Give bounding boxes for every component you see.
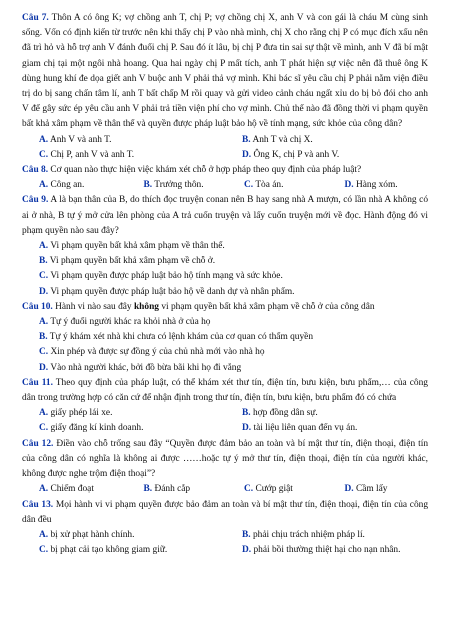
option-key: D. <box>39 286 49 297</box>
question-10 <box>22 300 428 376</box>
question-11 <box>22 376 428 437</box>
option-key: A. <box>39 484 49 495</box>
option-text: Vi phạm quyền được pháp luật bảo hộ tính mạng và sức khỏe. <box>50 271 283 282</box>
option-key: C. <box>39 149 49 160</box>
option-text: Ông K, chị P và anh V. <box>253 149 340 160</box>
option-key: A. <box>39 408 49 419</box>
question-stem <box>22 193 428 239</box>
option-key: B. <box>39 256 48 267</box>
option-text: Cướp giật <box>255 484 293 495</box>
question-number: Câu 9. <box>22 195 49 206</box>
option-c <box>22 345 428 360</box>
options-row <box>22 482 428 497</box>
option-key: B. <box>242 529 251 540</box>
option-c <box>22 543 225 558</box>
question-text: Thôn A có ông K; vợ chồng anh T, chị P; vợ chồng chị X, anh V và con gái là cháu M cùng sinh sống. Vốn có định kiến từ trước nên khi thấy chị P vào nhà mình, chị X cho rằng chị P có mục đích xấu nên đã trì hỏ và hỗ trợ anh V đánh đuổi chị P. Sau đó ít lâu, bị chị P đưa tin sai sự thật về mình, anh V đã bí mật giam chị tại một ngôi nhà hoang. Qua hai ngày chị P mất tích, anh T phát hiện sự việc nên đã thuê ông K dùng hung khí đe dọa giết anh V buộc anh V phải thả vợ mình. Khi bác sĩ yêu cầu chị P phải nằm viện điều trị do bị sang chấn tâm lí, anh T bất chấp M rồi quay và gửi video cảnh cháu ngất xỉu do bị bỏ đói cho anh V để gây sức ép yêu cầu anh V phải trả tiền viện phí cho vợ mình. Chủ thể nào đã đồng thời vi phạm quyền bất khả xâm phạm về thân thể và quyền được pháp luật bảo hộ về tính mạng, sức khỏe của công dân? <box>22 13 428 130</box>
question-stem <box>22 498 428 528</box>
question-text: Theo quy định của pháp luật, có thể khám xét thư tín, điện tín, bưu kiện, bưu phẩm,… của công dân trong trường hợp có căn cứ để nhận định trong thư tín, điện tín, bưu kiện, bưu phẩm đó có chứa <box>22 377 428 404</box>
option-text: Vi phạm quyền bất khả xâm phạm về chỗ ở. <box>49 256 216 267</box>
option-key: B. <box>242 408 251 419</box>
options-grid <box>22 133 428 163</box>
option-key: C. <box>39 423 49 434</box>
option-key: A. <box>39 134 49 145</box>
option-a <box>22 133 225 148</box>
option-text: Trưởng thôn. <box>154 180 204 191</box>
option-b <box>225 528 428 543</box>
option-key: A. <box>39 241 49 252</box>
question-stem <box>22 300 428 315</box>
question-7 <box>22 11 428 163</box>
question-number: Câu 10. <box>22 301 53 312</box>
option-text: Tự ý đuổi người khác ra khỏi nhà ở của họ <box>50 317 211 328</box>
option-text: tài liệu liên quan đến vụ án. <box>253 423 358 434</box>
option-text: bị phạt cải tạo không giam giữ. <box>50 545 168 556</box>
option-key: C. <box>39 271 49 282</box>
option-text: giấy phép lái xe. <box>50 408 113 419</box>
option-a <box>22 239 428 254</box>
question-keyword: không <box>133 301 159 312</box>
option-text: Vi phạm quyền được pháp luật bảo hộ về danh dự và nhân phẩm. <box>50 286 295 297</box>
option-c <box>22 269 428 284</box>
question-number: Câu 8. <box>22 165 49 176</box>
option-c <box>227 482 328 497</box>
option-b <box>225 406 428 421</box>
option-text: hợp đồng dân sự. <box>252 408 318 419</box>
question-number: Câu 7. <box>22 13 49 23</box>
option-key: A. <box>39 180 49 191</box>
question-text: Cơ quan nào thực hiện việc khám xét chỗ ở hợp pháp theo quy định của pháp luật? <box>50 165 362 176</box>
question-9 <box>22 193 428 299</box>
option-key: D. <box>242 545 252 556</box>
option-d <box>22 361 428 376</box>
option-a <box>22 528 225 543</box>
option-key: B. <box>143 180 153 191</box>
question-text: Mọi hành vi vi phạm quyền được bảo đảm an toàn và bí mật thư tín, điện thoại, điện tín của công dân đều <box>22 499 429 525</box>
question-text-before: Hành vi nào sau đây <box>55 301 134 312</box>
option-key: C. <box>244 180 254 191</box>
option-c <box>22 148 225 163</box>
option-a <box>22 482 127 497</box>
options-list <box>22 239 428 300</box>
option-text: giấy đăng kí kinh doanh. <box>50 423 144 434</box>
option-text: Tự ý khám xét nhà khi chưa có lệnh khám của cơ quan có thẩm quyền <box>49 332 314 343</box>
question-text-after: vi phạm quyền bất khả xâm phạm về chỗ ở của công dân <box>159 301 375 312</box>
question-stem <box>22 163 428 178</box>
option-text: Đánh cắp <box>154 484 191 495</box>
option-key: A. <box>39 529 49 540</box>
option-b <box>127 178 228 193</box>
option-text: Vi phạm quyền bất khả xâm phạm về thân thể. <box>50 241 225 252</box>
option-d <box>328 482 429 497</box>
option-key: D. <box>39 362 49 373</box>
option-key: B. <box>39 332 48 343</box>
option-text: Anh V và anh T. <box>49 134 112 145</box>
option-text: Vào nhà người khác, bởi đồ bừa bãi khi họ đi vắng <box>50 362 242 373</box>
option-key: C. <box>39 347 49 358</box>
option-a <box>22 178 127 193</box>
question-number: Câu 13. <box>22 499 54 510</box>
option-b <box>127 482 228 497</box>
option-key: B. <box>242 134 251 145</box>
option-text: Chị P, anh V và anh T. <box>50 149 135 160</box>
question-12 <box>22 437 428 498</box>
option-d <box>225 148 428 163</box>
option-key: C. <box>244 484 254 495</box>
question-number: Câu 12. <box>22 438 54 449</box>
options-row <box>22 178 428 193</box>
option-text: Xin phép và được sự đồng ý của chủ nhà mới vào nhà họ <box>50 347 265 358</box>
option-text: Công an. <box>50 180 85 191</box>
option-text: bị xử phạt hành chính. <box>50 529 135 540</box>
question-13 <box>22 498 428 559</box>
option-d <box>22 285 428 300</box>
question-8 <box>22 163 428 193</box>
options-list <box>22 315 428 376</box>
option-key: D. <box>242 423 252 434</box>
option-text: Tòa án. <box>255 180 284 191</box>
question-text: Điền vào chỗ trống sau đây “Quyền được đảm bảo an toàn và bí mật thư tín, điện thoại, điện tín của công dân có nghĩa là không ai được ……hoặc tự ý mở thư tín, điện thoại, điện tín của người khác, không được nghe trộm điện thoại”? <box>22 438 429 480</box>
option-b <box>225 133 428 148</box>
question-stem <box>22 11 428 133</box>
question-stem <box>22 376 428 406</box>
option-text: Hàng xóm. <box>355 180 398 191</box>
option-d <box>225 543 428 558</box>
option-c <box>227 178 328 193</box>
question-number: Câu 11. <box>22 377 53 388</box>
option-key: C. <box>39 545 49 556</box>
option-key: B. <box>143 484 153 495</box>
question-text: A là bạn thân của B, do thích đọc truyện conan nên B hay sang nhà A mượn, có lần nhà A không có ai ở nhà, B tự ý mở cửa lên phòng của A trả cuốn truyện và lấy cuốn truyện mới về đọc. Hành động đó vi phạm quyền nào sau đây? <box>22 195 429 236</box>
option-d <box>328 178 429 193</box>
option-c <box>22 421 225 436</box>
option-b <box>22 330 428 345</box>
option-text: phải bồi thường thiệt hại cho nạn nhân. <box>253 545 401 556</box>
option-key: D. <box>344 484 354 495</box>
option-text: Cầm lấy <box>355 484 388 495</box>
options-grid <box>22 528 428 558</box>
question-stem <box>22 437 428 483</box>
option-key: D. <box>344 180 354 191</box>
option-key: D. <box>242 149 252 160</box>
option-d <box>225 421 428 436</box>
option-a <box>22 406 225 421</box>
option-a <box>22 315 428 330</box>
option-b <box>22 254 428 269</box>
options-grid <box>22 406 428 436</box>
option-key: A. <box>39 317 49 328</box>
option-text: phải chịu trách nhiệm pháp lí. <box>252 529 365 540</box>
option-text: Chiếm đoạt <box>50 484 94 495</box>
option-text: Anh T và chị X. <box>252 134 313 145</box>
